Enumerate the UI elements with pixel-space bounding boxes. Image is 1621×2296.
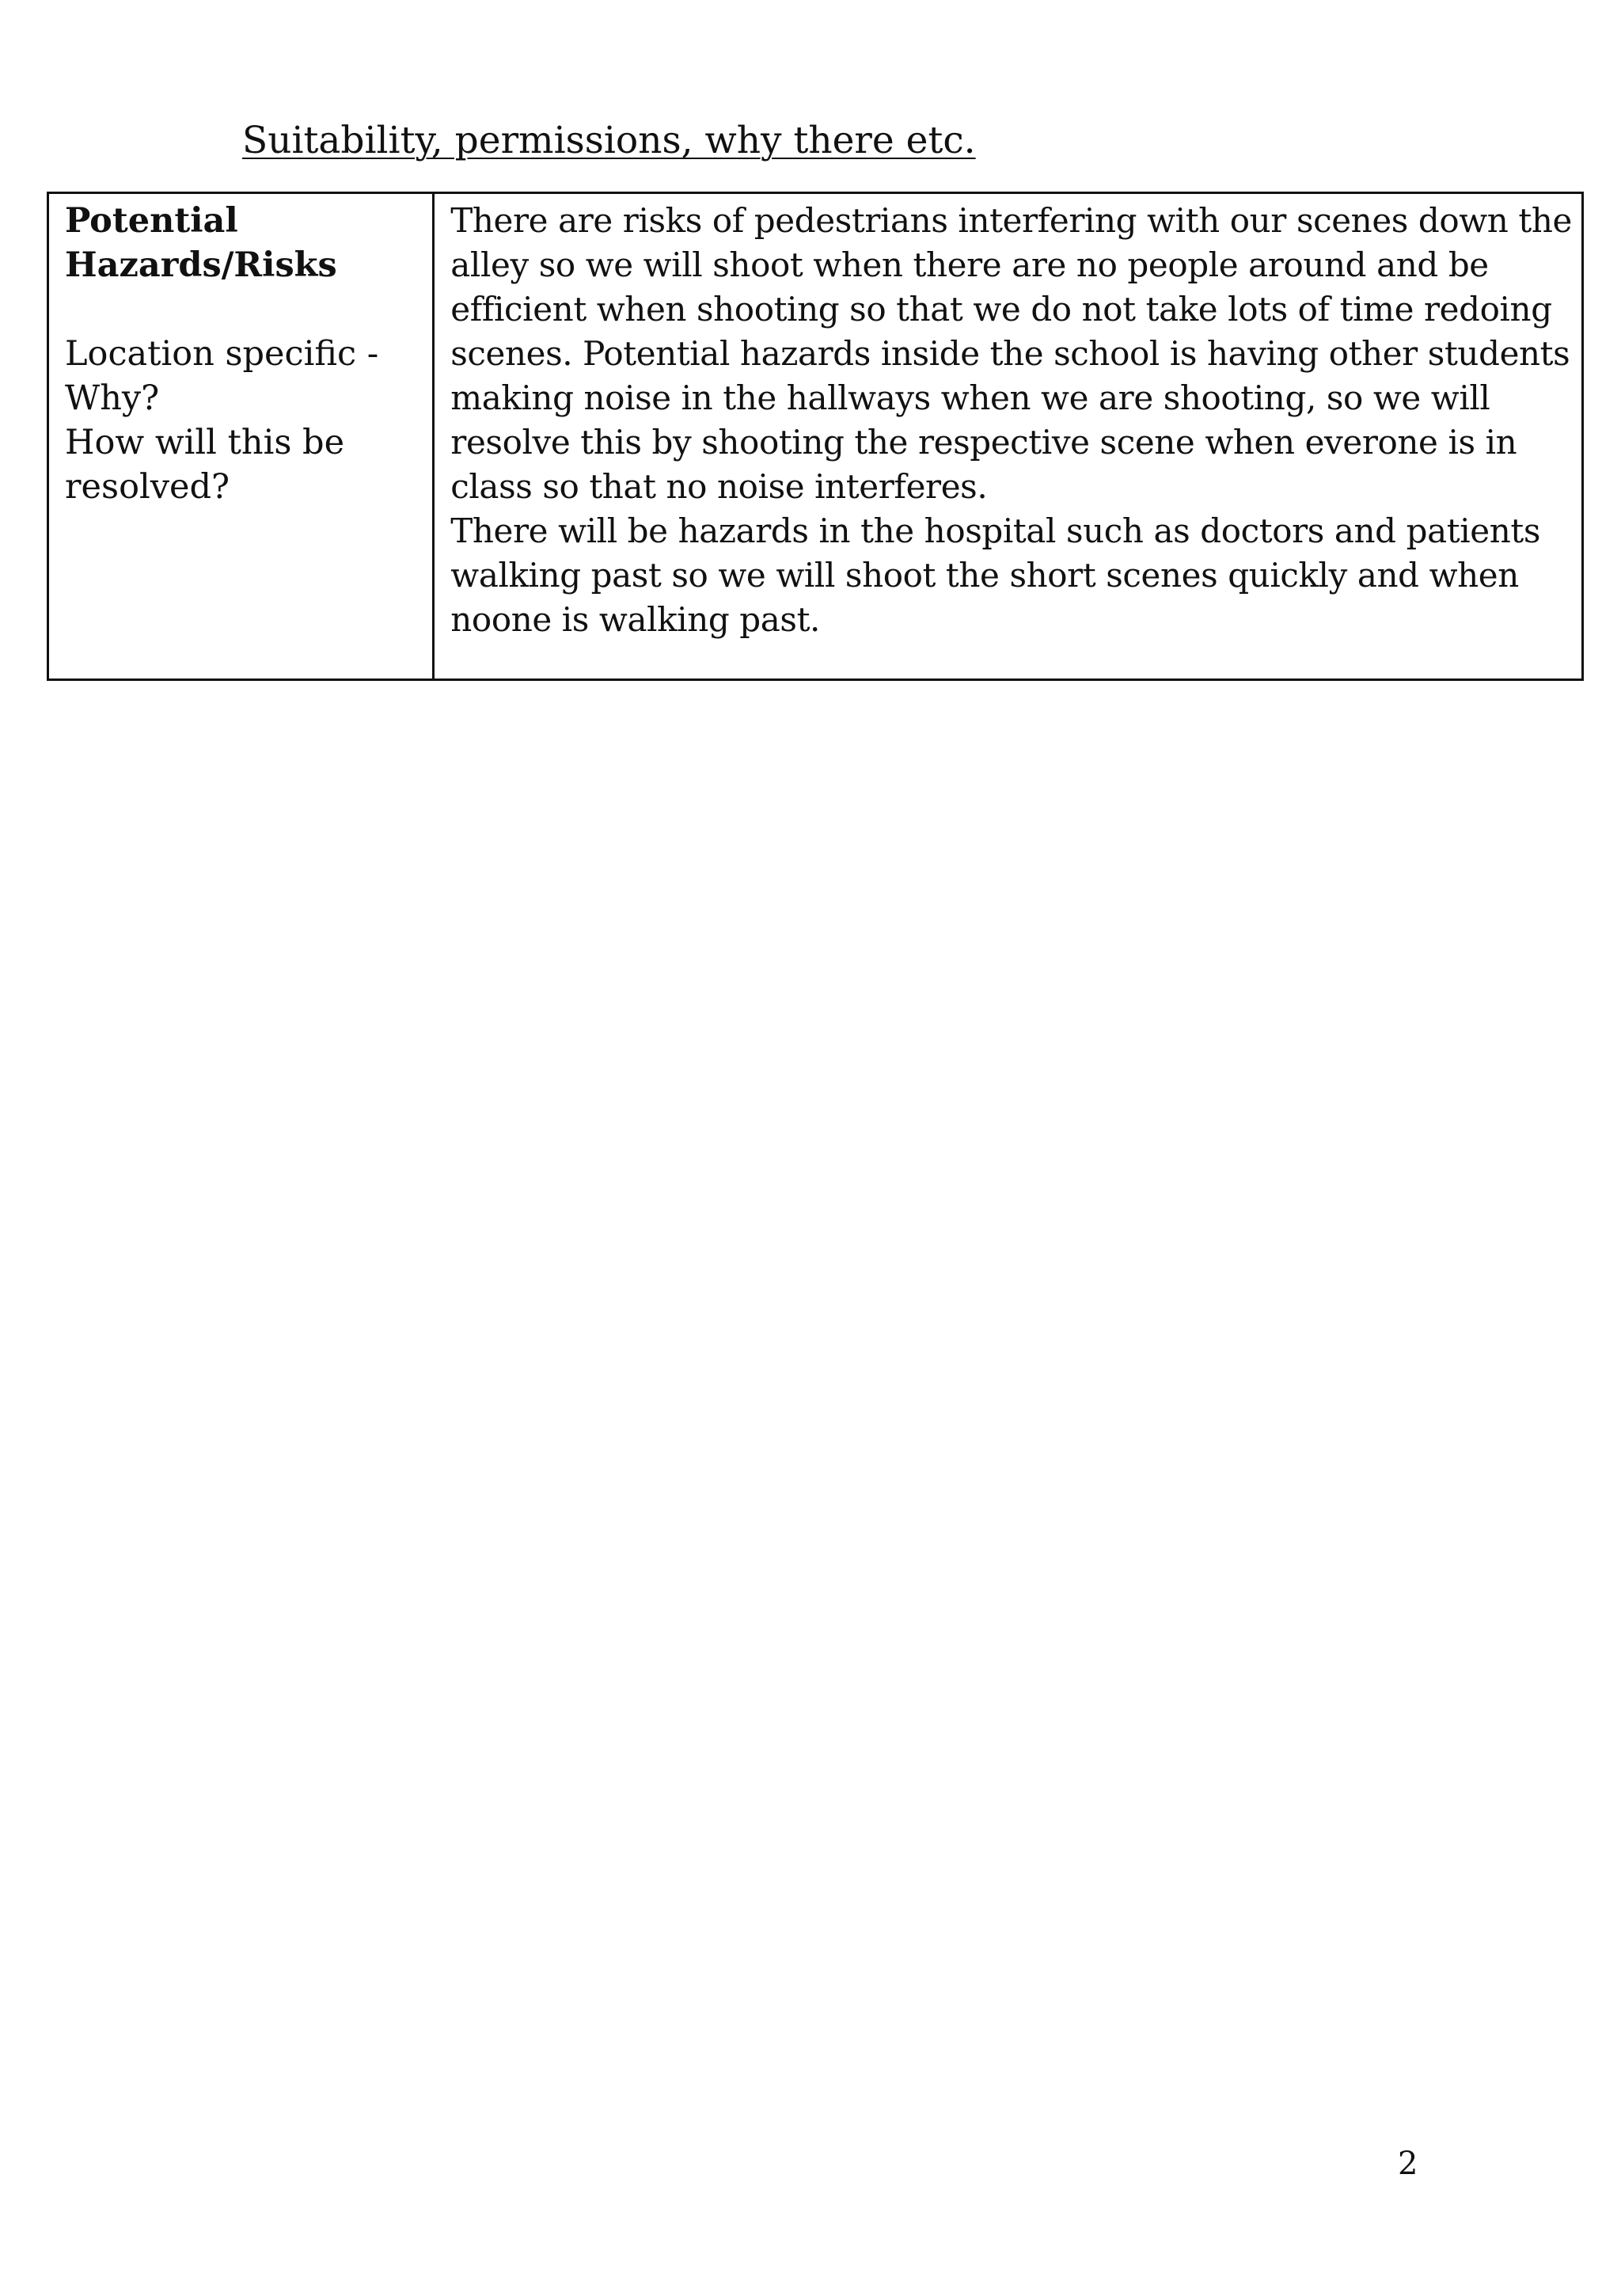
hazards-title-line-1: Potential bbox=[65, 201, 238, 241]
description-line-4: scenes. Potential hazards inside the school is having other students bbox=[450, 334, 1570, 373]
description-line-2: alley so we will shoot when there are no people around and be bbox=[450, 245, 1489, 284]
section-heading: Suitability, permissions, why there etc. bbox=[242, 119, 976, 162]
description-line-3: efficient when shooting so that we do not take lots of time redoing bbox=[450, 290, 1552, 329]
prompt-line-3: How will this be bbox=[65, 423, 345, 462]
prompt-line-1: Location specific - bbox=[65, 334, 379, 374]
hazards-description-cell bbox=[435, 194, 1581, 679]
hazards-label-cell bbox=[49, 194, 435, 679]
description-line-10: noone is walking past. bbox=[450, 600, 820, 639]
prompt-line-4: resolved? bbox=[65, 467, 230, 507]
page-number: 2 bbox=[1398, 2146, 1418, 2182]
label-spacer bbox=[65, 287, 421, 332]
description-line-1: There are risks of pedestrians interfering with our scenes down the bbox=[450, 201, 1572, 240]
description-line-9: walking past so we will shoot the short scenes quickly and when bbox=[450, 556, 1519, 595]
hazards-table bbox=[47, 192, 1584, 681]
hazards-title-line-2: Hazards/Risks bbox=[65, 245, 337, 285]
description-line-8: There will be hazards in the hospital such as doctors and patients bbox=[450, 511, 1540, 550]
description-line-6: resolve this by shooting the respective scene when everone is in bbox=[450, 423, 1517, 462]
description-line-7: class so that no noise interferes. bbox=[450, 467, 988, 506]
description-line-5: making noise in the hallways when we are shooting, so we will bbox=[450, 378, 1490, 417]
prompt-line-2: Why? bbox=[65, 378, 160, 418]
